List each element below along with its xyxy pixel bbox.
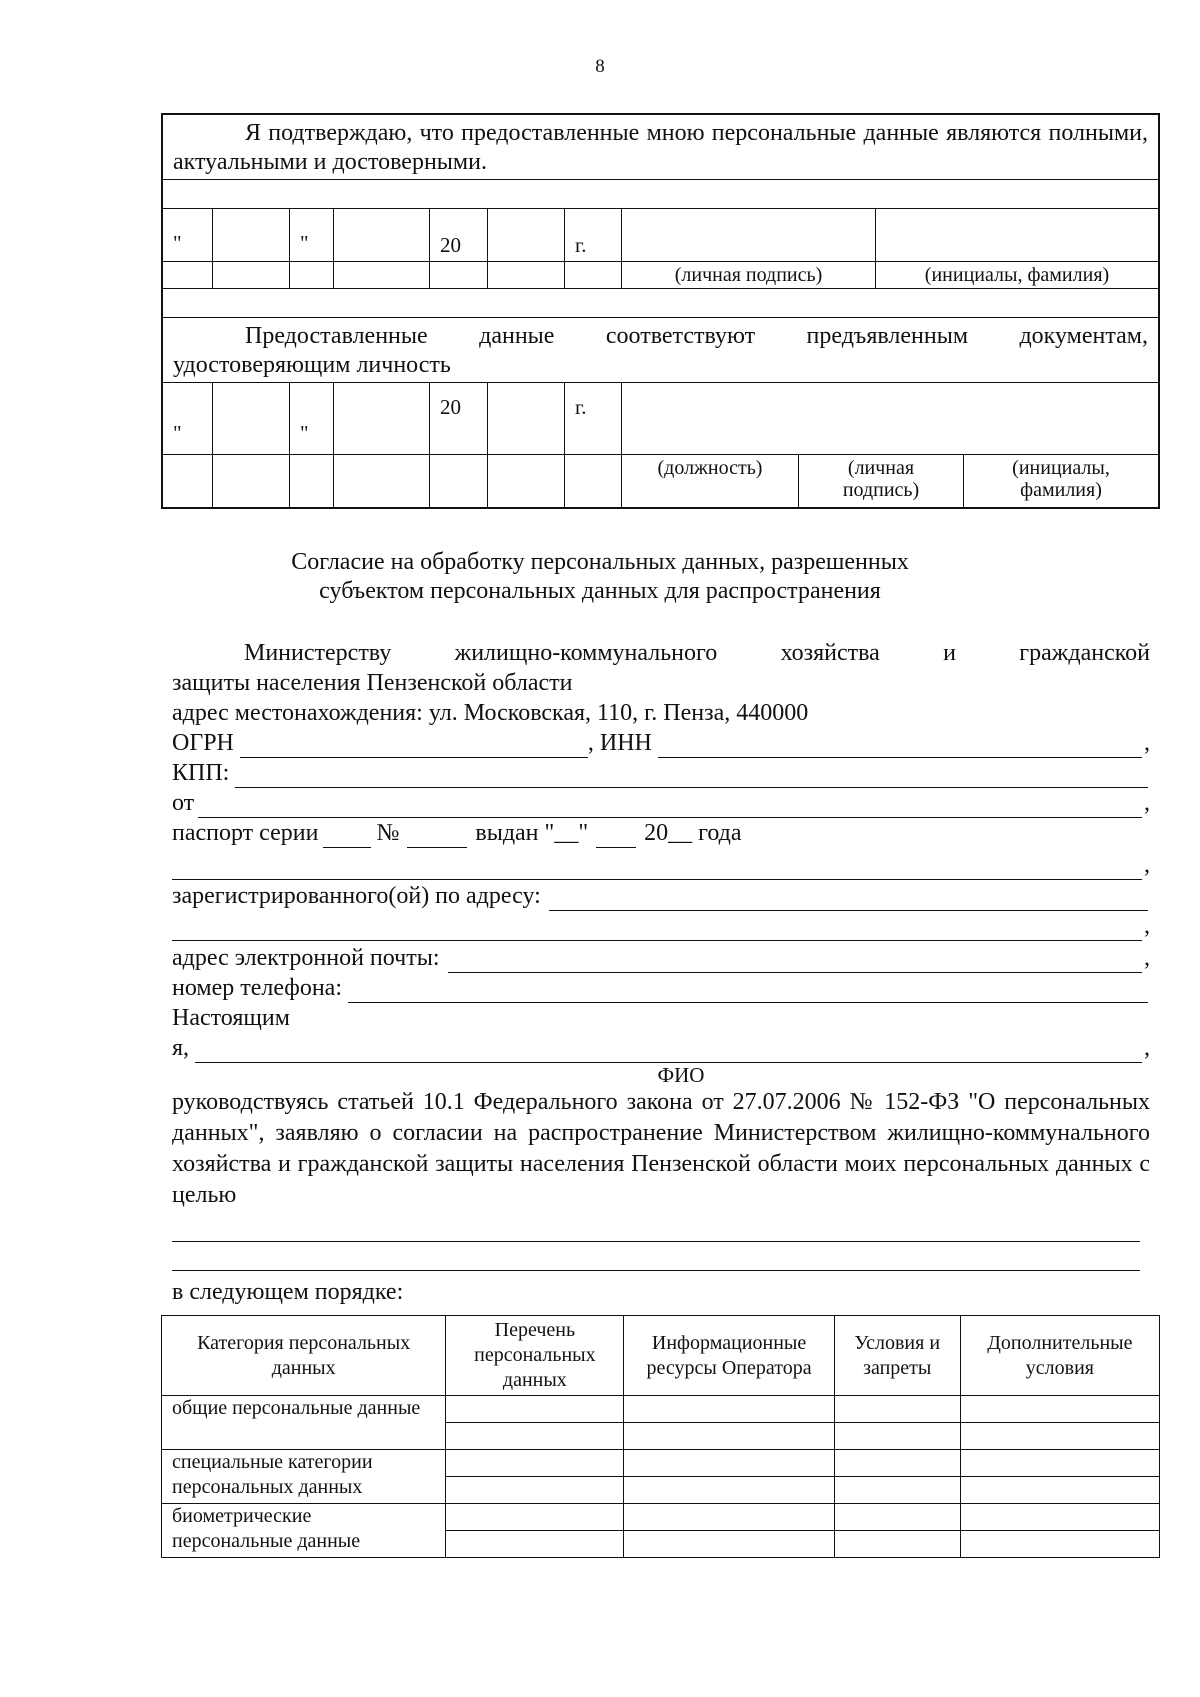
day-field[interactable] — [213, 383, 290, 454]
fio-caption: ФИО — [657, 1063, 705, 1087]
comma: , — [1144, 730, 1150, 756]
registered-field-2[interactable] — [172, 919, 1142, 941]
phone-label: номер телефона: — [172, 975, 343, 1001]
from-field[interactable] — [198, 796, 1142, 818]
order-label: в следующем порядке: — [172, 1279, 404, 1305]
column-header: Дополнительные условия — [960, 1316, 1159, 1396]
email-label: адрес электронной почты: — [172, 945, 440, 971]
verify-statement: Предоставленные данные соответствуют предъявленным документам, удостоверяющим личность — [173, 323, 1148, 378]
passport-issuer-field[interactable] — [172, 858, 1142, 880]
month-field[interactable] — [334, 209, 430, 261]
table-cell[interactable] — [624, 1396, 834, 1423]
table-cell[interactable] — [446, 1450, 624, 1477]
passport-issued-label: выдан "__" — [475, 820, 589, 846]
page-number: 8 — [595, 56, 605, 77]
comma: , — [1144, 852, 1150, 878]
table-cell[interactable] — [960, 1477, 1159, 1504]
registered-field[interactable] — [549, 889, 1148, 911]
confirmation-statement: Я подтверждаю, что предоставленные мною персональные данные являются полными, актуальными и достоверными. — [173, 120, 1148, 175]
table-cell[interactable] — [834, 1423, 960, 1450]
name-field[interactable] — [876, 209, 1158, 261]
table-row — [162, 1450, 1160, 1477]
consent-body: руководствуясь статьей 10.1 Федерального закона от 27.07.2006 № 152-ФЗ "О персональных данных", заявляю о согласии на распространение Министерством жилищно-коммунального хозяйства и гражданской защиты населения Пензенской области моих персональных данных с целью — [172, 1089, 1150, 1208]
month-field[interactable] — [334, 383, 430, 454]
hereby-label: Настоящим — [172, 1005, 290, 1031]
from-line — [172, 788, 1150, 818]
comma: , — [1144, 913, 1150, 939]
column-header: Условия и запреты — [834, 1316, 960, 1396]
phone-field[interactable] — [348, 981, 1148, 1003]
year-prefix: 20 — [440, 395, 461, 419]
signature-field[interactable] — [622, 209, 876, 261]
i-label: я, — [172, 1035, 190, 1061]
ogrn-label: ОГРН — [172, 730, 234, 756]
personal-data-table — [161, 1315, 1160, 1558]
fio-line — [172, 1033, 1150, 1063]
passport-line — [172, 818, 1150, 848]
from-label: от — [172, 790, 195, 816]
year-field[interactable] — [488, 209, 565, 261]
position-caption: (должность) — [622, 455, 799, 507]
registered-label: зарегистрированного(ой) по адресу: — [172, 883, 541, 909]
passport-issuer-line — [172, 848, 1150, 880]
consent-title-line: Согласие на обработку персональных данных, разрешенных — [291, 549, 909, 575]
table-cell[interactable] — [960, 1396, 1159, 1423]
table-cell[interactable] — [834, 1450, 960, 1477]
date-quote-open: " — [173, 421, 182, 445]
year-suffix: г. — [575, 395, 587, 419]
table-cell[interactable] — [960, 1504, 1159, 1531]
verify-statement-row — [163, 318, 1158, 383]
date-quote-open: " — [173, 231, 182, 255]
table-cell[interactable] — [960, 1450, 1159, 1477]
signature-caption: (личная подпись) — [799, 455, 964, 507]
table-cell[interactable] — [834, 1531, 960, 1558]
year-prefix: 20 — [440, 233, 461, 257]
email-field[interactable] — [448, 951, 1143, 973]
kpp-field[interactable] — [235, 766, 1148, 788]
table-cell[interactable] — [446, 1477, 624, 1504]
purpose-line-2 — [172, 1242, 1150, 1271]
table-cell[interactable] — [624, 1504, 834, 1531]
year-field[interactable] — [488, 383, 565, 454]
date-signature-row — [163, 209, 1158, 262]
registered-line — [172, 881, 1150, 911]
purpose-line — [172, 1211, 1150, 1242]
official-signature-field[interactable] — [622, 383, 1158, 454]
date-quote-close: " — [300, 231, 309, 255]
table-cell[interactable] — [960, 1531, 1159, 1558]
table-cell[interactable] — [624, 1477, 834, 1504]
table-cell[interactable] — [960, 1423, 1159, 1450]
table-cell[interactable] — [446, 1531, 624, 1558]
fio-field[interactable] — [195, 1041, 1142, 1063]
address-line: адрес местонахождения: ул. Московская, 110, г. Пенза, 440000 — [172, 700, 809, 726]
addressee-line: защиты населения Пензенской области — [172, 670, 573, 696]
passport-number-field[interactable] — [407, 826, 467, 848]
spacer-row — [163, 180, 1158, 209]
table-cell[interactable] — [624, 1450, 834, 1477]
table-cell[interactable] — [624, 1531, 834, 1558]
signature-caption: (личная подпись) — [622, 262, 876, 288]
category-cell: специальные категории персональных данных — [162, 1450, 446, 1504]
column-header: Категория персональных данных — [162, 1316, 446, 1396]
purpose-field-2[interactable] — [172, 1249, 1140, 1271]
phone-line — [172, 973, 1150, 1003]
registered-line-2 — [172, 911, 1150, 941]
inn-label: , ИНН — [587, 730, 652, 756]
addressee-line: Министерству жилищно-коммунального хозяйства и гражданской — [244, 640, 1150, 666]
comma: , — [1144, 945, 1150, 971]
year-suffix: г. — [575, 233, 587, 257]
table-cell[interactable] — [834, 1396, 960, 1423]
table-cell[interactable] — [834, 1477, 960, 1504]
name-caption: (инициалы, фамилия) — [1012, 457, 1110, 501]
verify-date-row — [163, 383, 1158, 455]
day-field[interactable] — [213, 209, 290, 261]
table-cell[interactable] — [446, 1504, 624, 1531]
table-cell[interactable] — [834, 1504, 960, 1531]
consent-title-line: субъектом персональных данных для распространения — [319, 578, 881, 604]
category-cell: биометрические персональные данные — [162, 1504, 446, 1558]
table-row — [162, 1504, 1160, 1531]
consent-title — [0, 548, 1200, 606]
kpp-line — [172, 758, 1150, 788]
category-cell: общие персональные данные — [162, 1396, 446, 1450]
ogrn-field[interactable] — [240, 736, 588, 758]
confirmation-statement-row — [163, 115, 1158, 180]
official-caption-row — [163, 455, 1158, 507]
passport-issued-field[interactable] — [596, 826, 636, 848]
column-header: Перечень персональных данных — [446, 1316, 624, 1396]
column-header: Информационные ресурсы Оператора — [624, 1316, 834, 1396]
addressee-block — [172, 638, 1150, 1307]
purpose-field[interactable] — [172, 1220, 1140, 1242]
table-header-row — [162, 1316, 1160, 1396]
name-caption: (инициалы, фамилия) — [924, 264, 1110, 286]
table-cell[interactable] — [446, 1423, 624, 1450]
inn-field[interactable] — [658, 736, 1142, 758]
date-quote-close: " — [300, 421, 309, 445]
signature-caption-row — [163, 262, 1158, 289]
passport-series-field[interactable] — [323, 826, 371, 848]
table-cell[interactable] — [624, 1423, 834, 1450]
ogrn-inn-line — [172, 728, 1150, 758]
confirmation-table — [161, 113, 1160, 509]
table-row — [162, 1396, 1160, 1423]
email-line — [172, 943, 1150, 973]
passport-number-label: № — [376, 820, 400, 846]
passport-series-label: паспорт серии — [172, 820, 319, 846]
table-cell[interactable] — [446, 1396, 624, 1423]
comma: , — [1144, 790, 1150, 816]
passport-year-label: 20__ года — [644, 820, 742, 846]
spacer-row — [163, 289, 1158, 318]
kpp-label: КПП: — [172, 760, 230, 786]
comma: , — [1144, 1035, 1150, 1061]
